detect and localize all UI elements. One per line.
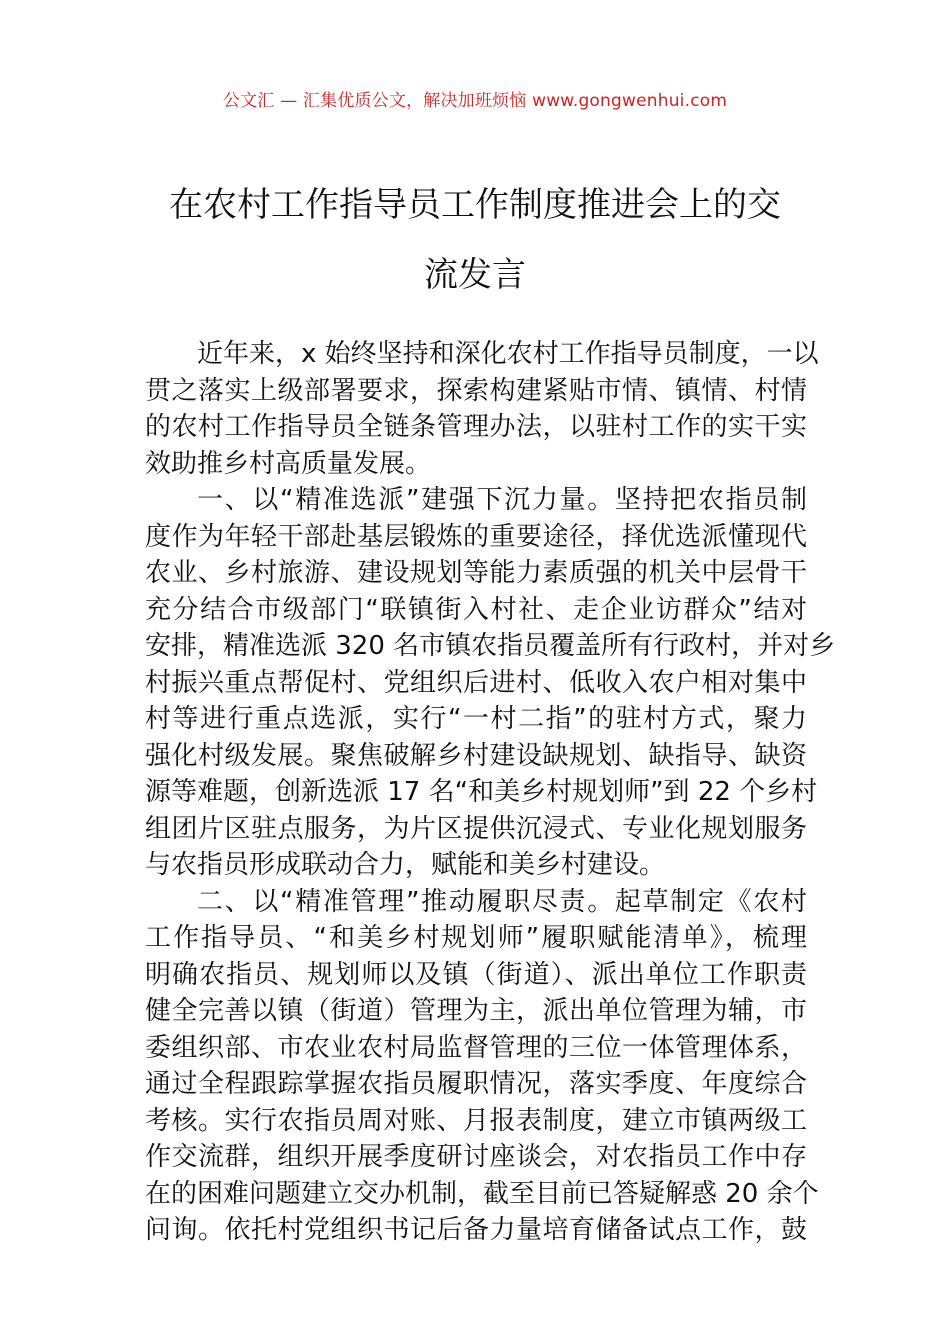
body-line: 强化村级发展。聚焦破解乡村建设缺规划、缺指导、缺资 <box>145 740 807 771</box>
body-line: 工作指导员、“和美乡村规划师”履职赋能清单》，梳理 <box>145 923 807 953</box>
body-line: 作交流群，组织开展季度研讨座谈会，对农指员工作中存 <box>145 1142 807 1172</box>
body-line: 农业、乡村旅游、建设规划等能力素质强的机关中层骨干 <box>145 558 807 588</box>
body-line: 通过全程跟踪掌握农指员履职情况，落实季度、年度综合 <box>145 1069 807 1099</box>
body-line: 考核。实行农指员周对账、月报表制度，建立市镇两级工 <box>145 1105 807 1136</box>
body-line: 安排，精准选派 320 名市镇农指员覆盖所有行政村，并对乡 <box>145 631 836 661</box>
body-line: 的农村工作指导员全链条管理办法，以驻村工作的实干实 <box>145 412 807 442</box>
body-line: 近年来，x 始终坚持和深化农村工作指导员制度，一以 <box>197 339 819 369</box>
body-line: 与农指员形成联动合力，赋能和美乡村建设。 <box>145 850 666 880</box>
title-line-2: 流发言 <box>424 255 526 295</box>
body-line: 充分结合市级部门“联镇街入村社、走企业访群众”结对 <box>145 594 807 625</box>
body-line: 组团片区驻点服务，为片区提供沉浸式、专业化规划服务 <box>145 813 807 844</box>
document-body <box>145 336 836 1249</box>
body-line: 贯之落实上级部署要求，探索构建紧贴市情、镇情、村情 <box>145 375 807 406</box>
document-title <box>120 170 830 310</box>
body-line: 村振兴重点帮促村、党组织后进村、低收入农户相对集中 <box>145 667 807 698</box>
body-line: 在的困难问题建立交办机制，截至目前已答疑解惑 20 余个 <box>145 1178 819 1209</box>
body-line: 度作为年轻干部赴基层锻炼的重要途径，择优选派懂现代 <box>145 521 807 552</box>
body-line: 健全完善以镇（街道）管理为主，派出单位管理为辅，市 <box>145 996 807 1026</box>
body-line: 委组织部、市农业农村局监督管理的三位一体管理体系， <box>145 1032 807 1063</box>
body-line: 问询。依托村党组织书记后备力量培育储备试点工作，鼓 <box>145 1215 807 1245</box>
body-line: 一、以“精准选派”建强下沉力量。坚持把农指员制 <box>197 485 807 515</box>
title-line-1: 在农村工作指导员工作制度推进会上的交 <box>169 185 781 225</box>
body-line: 效助推乡村高质量发展。 <box>145 448 432 479</box>
header-banner: 公文汇 — 汇集优质公文，解决加班烦恼 www.gongwenhui.com <box>222 91 728 111</box>
body-line: 二、以“精准管理”推动履职尽责。起草制定《农村 <box>197 886 807 917</box>
body-line: 明确农指员、规划师以及镇（街道）、派出单位工作职责 <box>145 959 807 990</box>
body-line: 源等难题，创新选派 17 名“和美乡村规划师”到 22 个乡村 <box>145 777 818 807</box>
body-line: 村等进行重点选派，实行“一村二指”的驻村方式，聚力 <box>145 704 807 734</box>
